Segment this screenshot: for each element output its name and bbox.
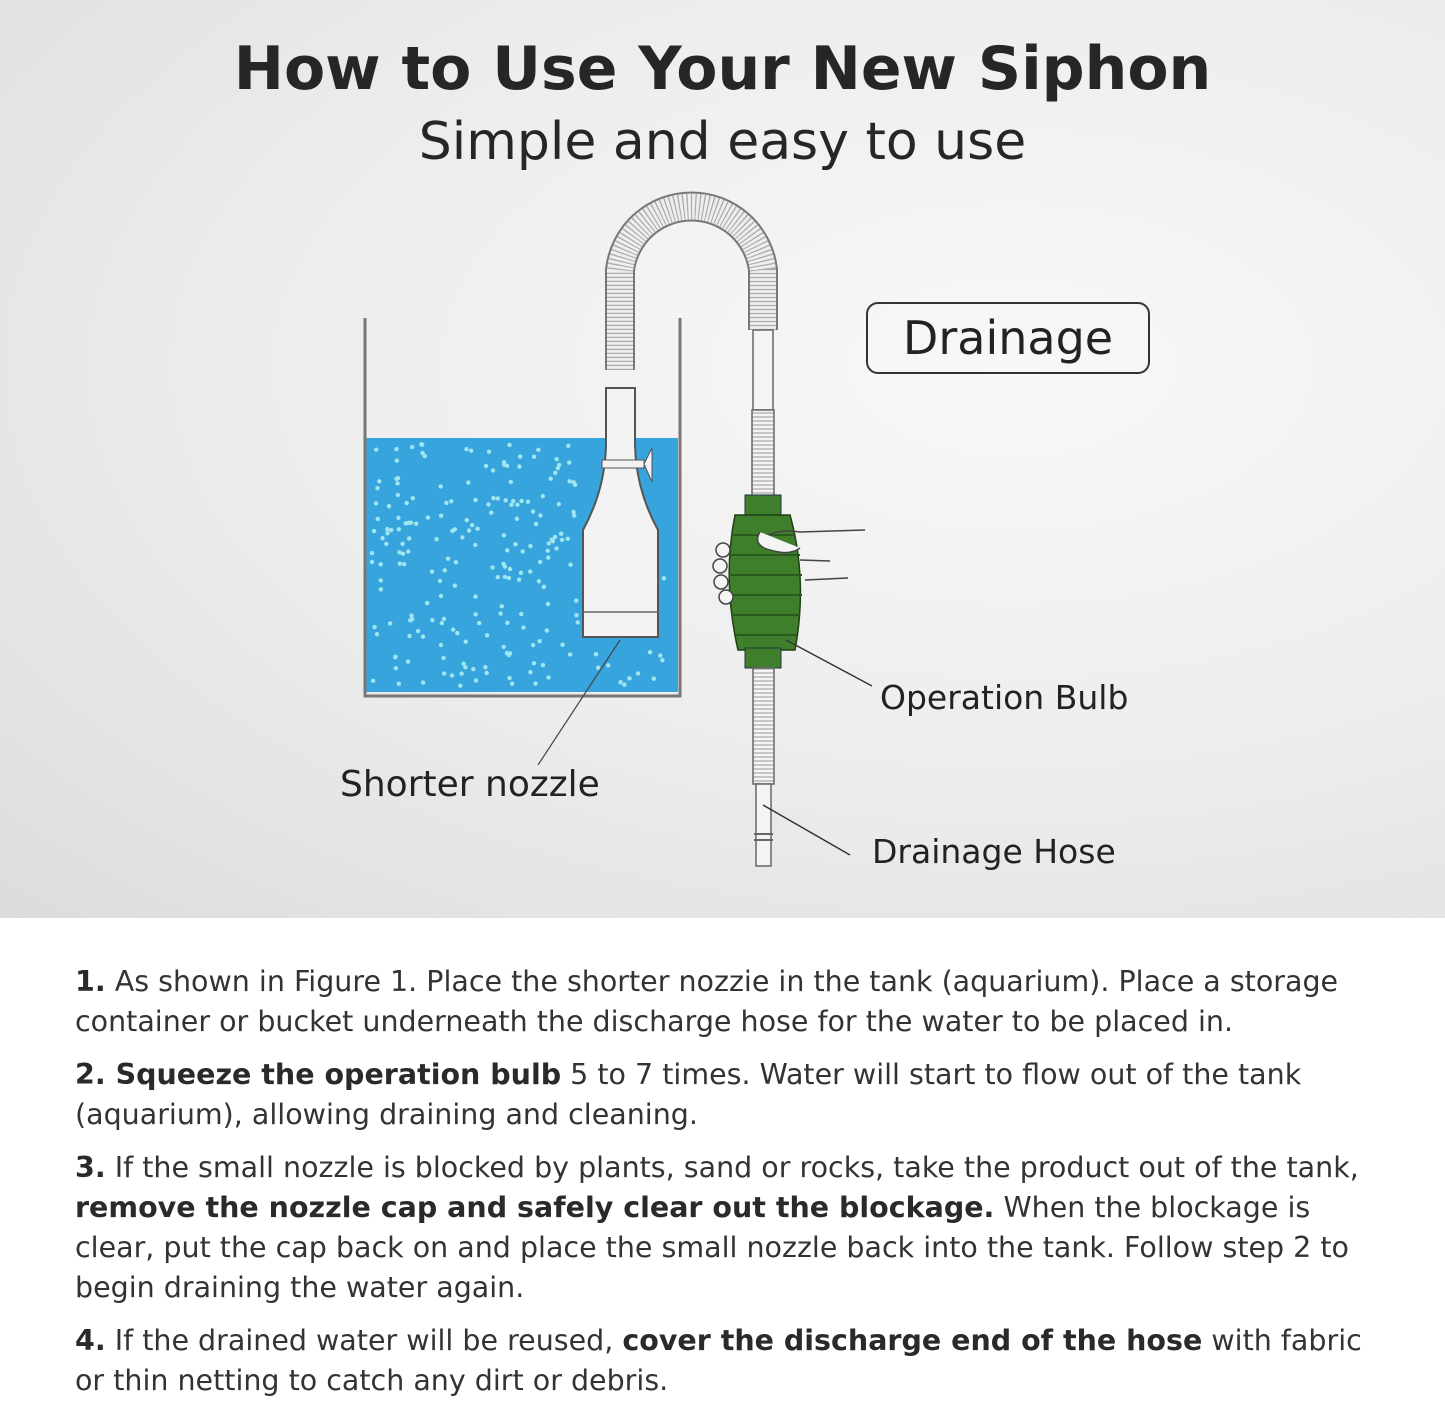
bubble: [388, 621, 392, 625]
bubble: [526, 500, 530, 504]
bubble: [515, 502, 519, 506]
bubble: [509, 503, 513, 507]
bubble: [567, 460, 571, 464]
bubble: [519, 571, 523, 575]
bubble: [465, 518, 469, 522]
bubble: [484, 464, 488, 468]
bubble: [454, 560, 458, 564]
bubble: [573, 483, 577, 487]
step-text: 5 to 7 times. Water will start to flow out of the tank (aquarium), allowing draining and cleaning.: [75, 1058, 1302, 1131]
bubble: [519, 612, 523, 616]
bubble: [442, 671, 446, 675]
bubble: [519, 499, 523, 503]
bubble: [385, 527, 389, 531]
bubble: [469, 448, 473, 452]
bubble: [414, 521, 418, 525]
bubble: [652, 677, 656, 681]
step-4: [75, 1321, 1395, 1401]
bubble: [451, 627, 455, 631]
bubble: [498, 611, 502, 615]
bubble: [464, 447, 468, 451]
bubble: [490, 565, 494, 569]
step-number: 3.: [75, 1151, 106, 1184]
bubble: [439, 594, 443, 598]
bubble: [420, 451, 424, 455]
bubble: [453, 527, 457, 531]
bubble: [375, 486, 379, 490]
bubble: [508, 567, 512, 571]
bubble: [407, 536, 411, 540]
bubble: [443, 568, 447, 572]
bubble: [380, 536, 384, 540]
bubble: [509, 480, 513, 484]
bubble: [475, 527, 479, 531]
bubble: [541, 494, 545, 498]
step-number: 4.: [75, 1324, 106, 1357]
bubble: [378, 562, 382, 566]
bubble: [596, 666, 600, 670]
bubble: [559, 531, 563, 535]
bubble: [662, 576, 666, 580]
bubble: [460, 535, 464, 539]
bubble: [372, 625, 376, 629]
bubble: [397, 550, 401, 554]
bubble: [407, 634, 411, 638]
bubble: [537, 639, 541, 643]
bubble: [372, 529, 376, 533]
step-text: with fabric or thin netting to catch any dirt or debris.: [75, 1324, 1362, 1397]
bubble: [439, 513, 443, 517]
bubble: [397, 682, 401, 686]
bubble: [568, 652, 572, 656]
bubble: [538, 560, 542, 564]
bubble: [553, 535, 557, 539]
bubble: [528, 670, 532, 674]
bubble: [463, 665, 467, 669]
bubble: [416, 629, 420, 633]
bubble: [430, 570, 434, 574]
bubble: [660, 658, 664, 662]
bubble: [470, 523, 474, 527]
bubble: [473, 594, 477, 598]
step-text: As shown in Figure 1. Place the shorter nozzie in the tank (aquarium). Place a storage container or bucket underneath the discharge hose for the water to be placed in.: [75, 965, 1339, 1038]
bubble: [453, 583, 457, 587]
step-1: [75, 962, 1395, 1042]
bubble: [576, 620, 580, 624]
bubble: [450, 673, 454, 677]
bubble: [406, 659, 410, 663]
bubble: [466, 480, 470, 484]
bubble: [395, 458, 399, 462]
bubble: [547, 541, 551, 545]
bubble: [421, 680, 425, 684]
bubble: [394, 447, 398, 451]
bubble: [546, 549, 550, 553]
bubble: [464, 639, 468, 643]
bubble: [370, 560, 374, 564]
bubble: [439, 643, 443, 647]
bubble: [471, 667, 475, 671]
bubble: [411, 496, 415, 500]
bubble: [374, 501, 378, 505]
bubble: [394, 477, 398, 481]
bubble: [500, 604, 504, 608]
bubble: [533, 681, 537, 685]
bubble: [507, 576, 511, 580]
bubble: [517, 578, 521, 582]
bubble: [444, 501, 448, 505]
step-text-bold: Squeeze the operation bulb: [105, 1058, 562, 1091]
bubble: [395, 481, 399, 485]
bubble: [377, 479, 381, 483]
shorter-nozzle-label: Shorter nozzle: [340, 764, 600, 805]
bubble: [518, 454, 522, 458]
bubble: [483, 665, 487, 669]
bubble: [532, 661, 536, 665]
bubble: [574, 598, 578, 602]
bubble: [426, 515, 430, 519]
bubble: [531, 643, 535, 647]
step-3: [75, 1148, 1395, 1308]
bubble: [485, 633, 489, 637]
bubble: [371, 679, 375, 683]
bubble: [537, 579, 541, 583]
bubble: [648, 650, 652, 654]
bubble: [520, 549, 524, 553]
step-2: [75, 1055, 1395, 1135]
bubble: [502, 463, 506, 467]
bubble: [385, 531, 389, 535]
bubble: [440, 621, 444, 625]
operation-bulb-label: Operation Bulb: [880, 678, 1129, 717]
bubble: [473, 543, 477, 547]
bubble: [402, 562, 406, 566]
bubble: [556, 466, 560, 470]
bubble: [439, 484, 443, 488]
bubble: [546, 675, 550, 679]
step-number: 1.: [75, 965, 106, 998]
bubble: [474, 678, 478, 682]
bubble: [374, 447, 378, 451]
bubble: [534, 522, 538, 526]
bubble: [398, 562, 402, 566]
step-text: If the small nozzle is blocked by plants, sand or rocks, take the product out of the tank,: [105, 1151, 1359, 1184]
bubble: [441, 656, 445, 660]
bubble: [507, 443, 511, 447]
bubble: [420, 443, 424, 447]
bubble: [489, 510, 493, 514]
bubble: [536, 448, 540, 452]
step-text-bold: remove the nozzle cap and safely clear out the blockage.: [75, 1191, 995, 1224]
bubble: [375, 632, 379, 636]
bubble: [449, 499, 453, 503]
bubble: [404, 501, 408, 505]
bubble: [409, 613, 413, 617]
bubble: [486, 502, 490, 506]
bubble: [387, 504, 391, 508]
bubble: [560, 643, 564, 647]
bubble: [496, 496, 500, 500]
bubble: [430, 618, 434, 622]
bubble: [396, 516, 400, 520]
bubble: [503, 575, 507, 579]
bubble: [370, 551, 374, 555]
bubble: [560, 538, 564, 542]
step-text: When the blockage is clear, put the cap back on and place the small nozzle back into the tank. Follow step 2 to begin draining the water again.: [75, 1191, 1349, 1304]
bubble: [406, 549, 410, 553]
bubble: [467, 528, 471, 532]
bubble: [566, 444, 570, 448]
bubble: [505, 548, 509, 552]
drainage-mode-label: Drainage: [866, 302, 1150, 374]
bubble: [438, 579, 442, 583]
bubble: [409, 521, 413, 525]
bubble: [546, 555, 550, 559]
bubble: [557, 502, 561, 506]
bubble: [622, 683, 626, 687]
bubble: [501, 645, 505, 649]
bubble: [459, 671, 463, 675]
bubble: [397, 527, 401, 531]
bubble: [542, 585, 546, 589]
bubble: [455, 631, 459, 635]
bubble: [508, 651, 512, 655]
bubble: [554, 546, 558, 550]
bubble: [658, 653, 662, 657]
bubble: [389, 528, 393, 532]
bubble: [384, 542, 388, 546]
bubble: [636, 671, 640, 675]
bubble: [434, 537, 438, 541]
bubble: [510, 681, 514, 685]
bubble: [421, 634, 425, 638]
bubble: [507, 676, 511, 680]
step-text-bold: cover the discharge end of the hose: [622, 1324, 1203, 1357]
bubble: [501, 562, 505, 566]
bubble: [627, 676, 631, 680]
bubble: [515, 517, 519, 521]
bubble: [521, 625, 525, 629]
bubble: [379, 578, 383, 582]
step-number: 2.: [75, 1058, 106, 1091]
bubble: [513, 542, 517, 546]
bubble: [393, 655, 397, 659]
bubble: [531, 509, 535, 513]
bubble: [376, 517, 380, 521]
bubble: [496, 575, 500, 579]
bubble: [505, 621, 509, 625]
bubble: [491, 468, 495, 472]
bubble: [541, 663, 545, 667]
bubble: [458, 683, 462, 687]
bubble: [565, 537, 569, 541]
bubble: [503, 498, 507, 502]
bubble: [396, 493, 400, 497]
bubble: [404, 521, 408, 525]
bubble: [546, 602, 550, 606]
bubble: [484, 671, 488, 675]
bubble: [554, 457, 558, 461]
bubble: [425, 601, 429, 605]
instruction-steps: [75, 962, 1395, 1414]
bubble: [477, 621, 481, 625]
bubble: [538, 513, 542, 517]
bubble: [442, 617, 446, 621]
bubble: [487, 450, 491, 454]
page-title: How to Use Your New Siphon: [233, 34, 1212, 104]
bubble: [548, 476, 552, 480]
bubble: [473, 498, 477, 502]
bubble: [572, 513, 576, 517]
bubble: [502, 533, 506, 537]
page-subtitle: Simple and easy to use: [418, 112, 1027, 172]
bubble: [567, 479, 571, 483]
bubble: [394, 666, 398, 670]
step-text: If the drained water will be reused,: [105, 1324, 623, 1357]
bubble: [568, 563, 572, 567]
bubble: [553, 471, 557, 475]
shorter-nozzle: [583, 388, 658, 637]
bubble: [606, 663, 610, 667]
bubble: [618, 680, 622, 684]
bubble: [473, 612, 477, 616]
bubble: [379, 587, 383, 591]
bubble: [545, 628, 549, 632]
bubble: [517, 464, 521, 468]
drainage-hose-label: Drainage Hose: [872, 832, 1116, 871]
bubble: [528, 544, 532, 548]
bubble: [528, 569, 532, 573]
bubble: [574, 613, 578, 617]
bubble: [410, 445, 414, 449]
bubble: [400, 542, 404, 546]
bubble: [532, 455, 536, 459]
bubble: [446, 557, 450, 561]
bubble: [491, 496, 495, 500]
bubble: [594, 652, 598, 656]
